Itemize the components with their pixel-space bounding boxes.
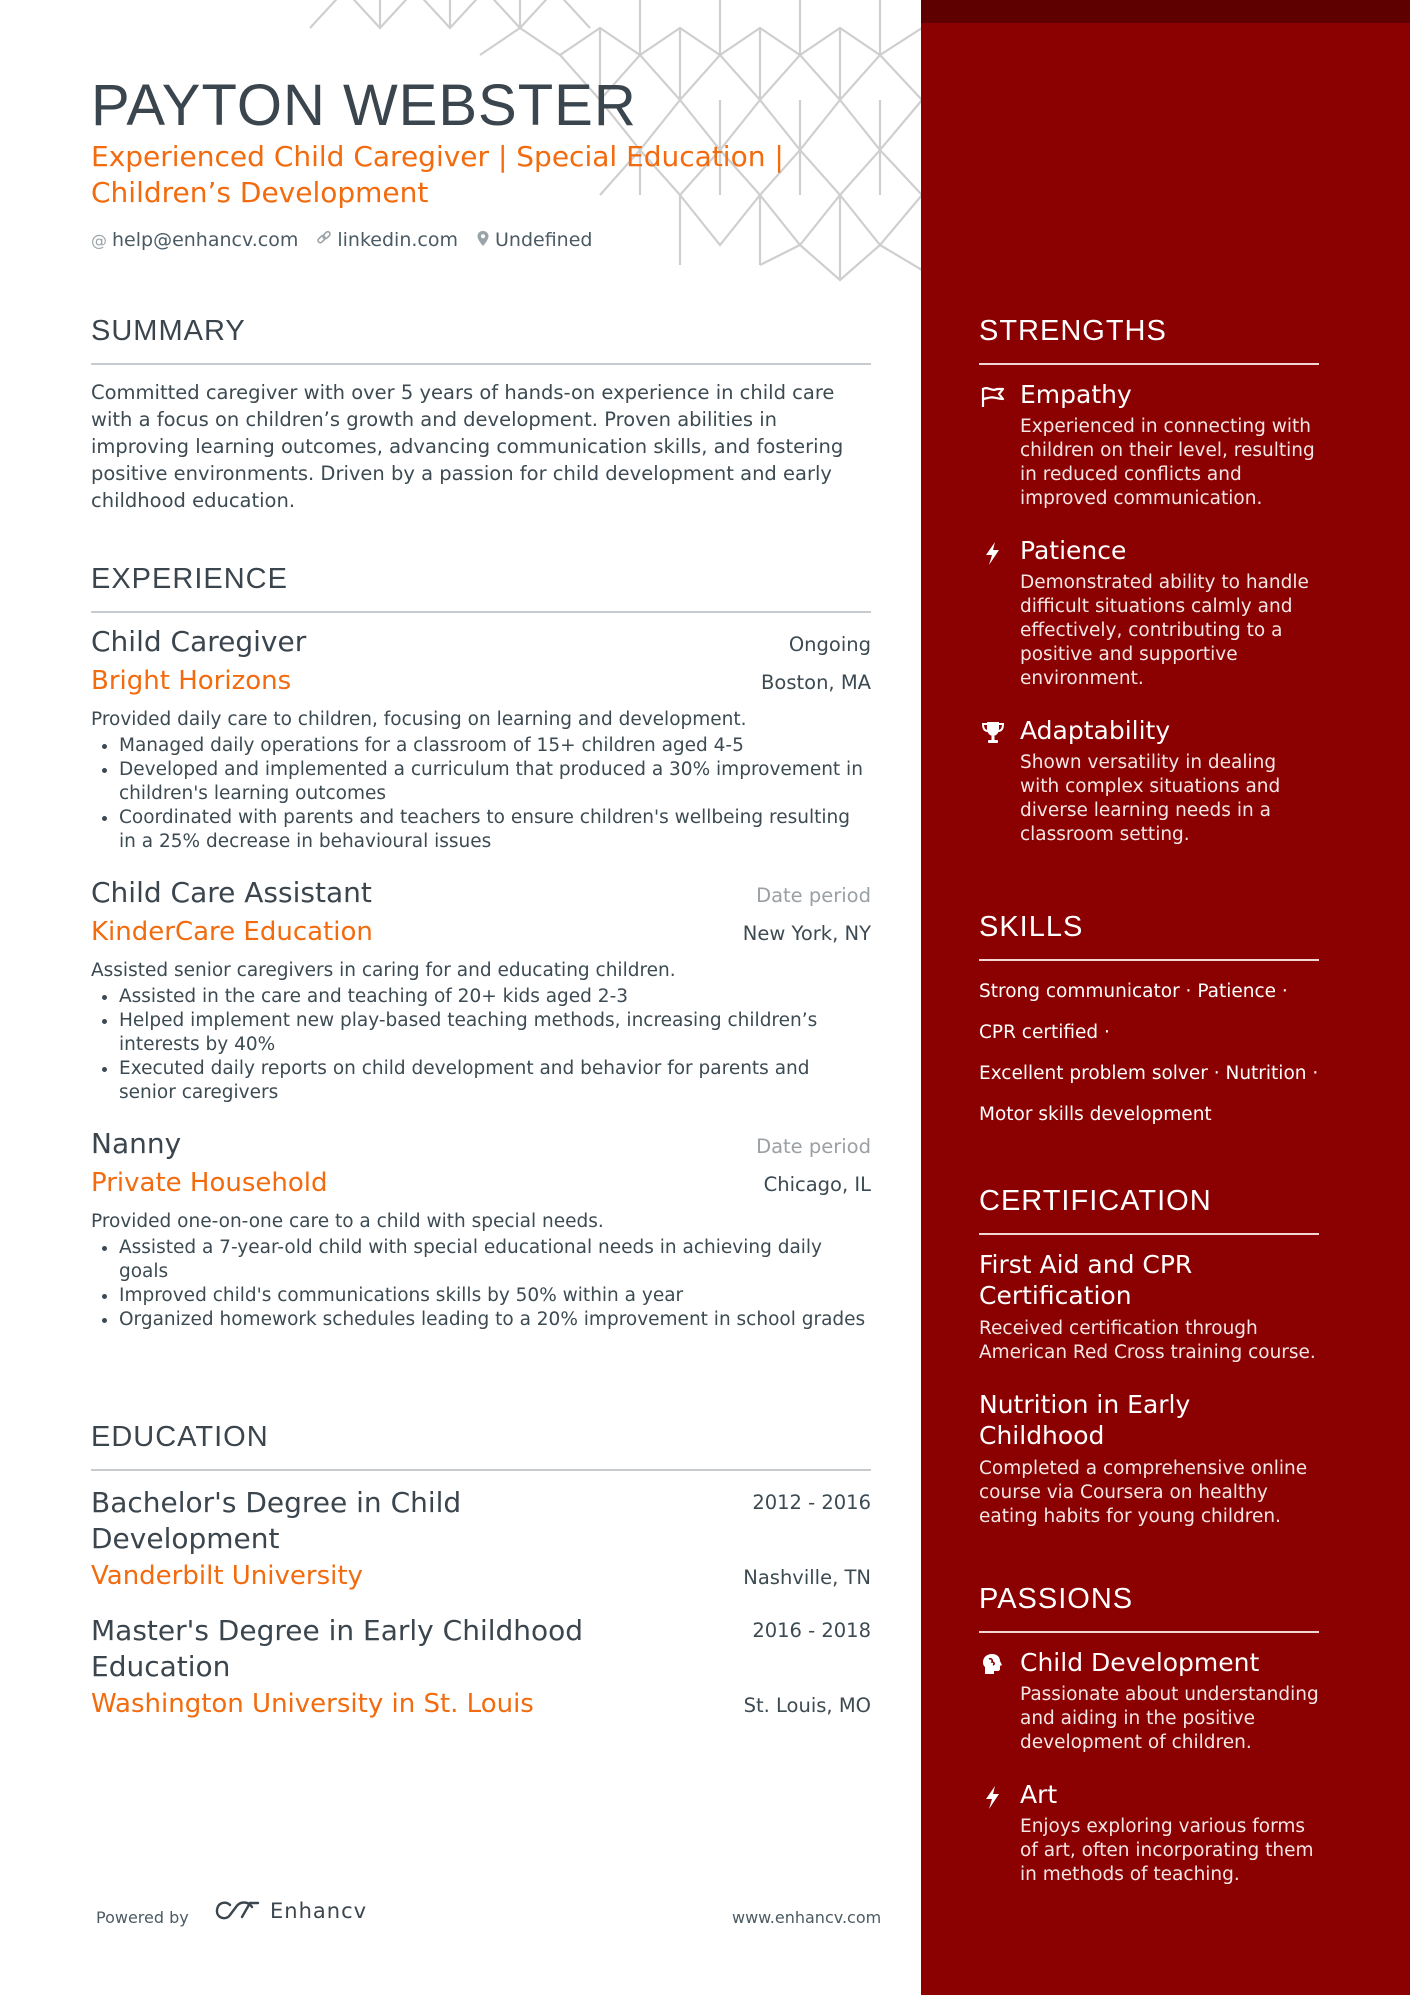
job-location: New York, NY [742, 922, 871, 945]
enhancv-logo[interactable] [214, 1899, 367, 1923]
certification-description: Completed a comprehensive online course via Coursera on healthy eating habits for young children. [979, 1458, 1308, 1527]
job-bullets [91, 1236, 871, 1332]
degree-name: Master's Degree in Early Childhood Education [91, 1614, 584, 1683]
skills-line: Motor skills development [979, 1104, 1212, 1125]
school-name: Vanderbilt University [91, 1561, 363, 1591]
passion-description: Enjoys exploring various forms of art, often incorporating them in methods of teaching. [1020, 1816, 1314, 1885]
contact-linkedin[interactable] [316, 229, 458, 251]
job-location: Boston, MA [761, 671, 871, 694]
skills-list [979, 971, 1319, 1135]
brain-icon [979, 1651, 1007, 1679]
contact-linkedin-text: linkedin.com [337, 229, 458, 251]
skills-line: CPR certified · [979, 1022, 1110, 1043]
skills-title: SKILLS [979, 911, 1084, 943]
contact-location [476, 229, 592, 251]
passion-item [979, 1647, 1319, 1755]
company-name: Bright Horizons [91, 666, 292, 696]
job-bullets [91, 985, 871, 1105]
passion-title: Child Development [1020, 1648, 1260, 1677]
certification-title: CERTIFICATION [979, 1185, 1212, 1217]
job-description: Assisted senior caregivers in caring for and educating children. [91, 960, 676, 981]
at-icon: @ [91, 230, 107, 250]
enhancv-logo-icon [214, 1899, 262, 1923]
school-location: Nashville, TN [743, 1566, 871, 1589]
job-description: Provided daily care to children, focusing on learning and development. [91, 709, 747, 730]
job-bullets [91, 734, 871, 854]
certification-item [979, 1249, 1319, 1365]
experience-entry [91, 625, 871, 854]
strengths-title: STRENGTHS [979, 315, 1167, 347]
passions-title: PASSIONS [979, 1583, 1134, 1615]
strength-item [979, 535, 1319, 691]
link-icon [316, 230, 332, 250]
experience-section [91, 563, 871, 1332]
candidate-name: PAYTON WEBSTER [91, 73, 637, 138]
summary-text: Committed caregiver with over 5 years of hands-on experience in child care with a focus on children’s growth and development. Proven abilities in improving learning outcomes, advancing communication skills, and fostering positive environments. Driven by a passion for child development and early childhood education. [91, 381, 844, 512]
summary-title: SUMMARY [91, 315, 246, 347]
experience-title: EXPERIENCE [91, 563, 288, 595]
lightning-icon [979, 539, 1007, 567]
contact-email[interactable] [91, 229, 298, 251]
strength-description: Demonstrated ability to handle difficult situations calmly and effectively, contributing to a positive and supportive environment. [1020, 572, 1309, 689]
section-divider [979, 959, 1319, 961]
education-entry [91, 1485, 871, 1591]
strength-title: Adaptability [1020, 716, 1171, 745]
strength-description: Shown versatility in dealing with complex situations and diverse learning needs in a classroom setting. [1020, 752, 1281, 845]
school-location: St. Louis, MO [743, 1694, 871, 1717]
job-bullet: • Assisted a 7-year-old child with special educational needs in achieving daily goals [119, 1236, 871, 1284]
education-title: EDUCATION [91, 1421, 269, 1453]
candidate-headline: Experienced Child Caregiver | Special Education | Children’s Development [91, 140, 784, 209]
lightning-icon [979, 1783, 1007, 1811]
certification-item [979, 1389, 1319, 1529]
flag-icon [979, 383, 1007, 411]
job-title: Child Caregiver [91, 625, 307, 658]
strength-title: Patience [1020, 536, 1127, 565]
location-icon [476, 230, 490, 251]
job-date: Date period [756, 884, 871, 907]
job-location: Chicago, IL [763, 1173, 871, 1196]
summary-section [91, 315, 871, 514]
job-description: Provided one-on-one care to a child with special needs. [91, 1211, 604, 1232]
contact-location-text: Undefined [495, 229, 593, 251]
footer-url-text: www.enhancv.com [732, 1908, 882, 1927]
degree-name: Bachelor's Degree in Child Development [91, 1486, 462, 1555]
section-divider [979, 1233, 1319, 1235]
certification-name: First Aid and CPR Certification [979, 1250, 1193, 1310]
school-name: Washington University in St. Louis [91, 1689, 534, 1719]
contact-info [91, 229, 592, 251]
job-title: Nanny [91, 1127, 182, 1160]
sidebar-top-band [921, 0, 1410, 23]
strength-item [979, 715, 1319, 847]
strengths-section [979, 315, 1319, 847]
section-divider [91, 363, 871, 365]
job-bullet: • Organized homework schedules leading to a 20% improvement in school grades [119, 1308, 871, 1332]
certification-section [979, 1185, 1319, 1529]
skills-line: Excellent problem solver · Nutrition · [979, 1063, 1319, 1084]
section-divider [979, 363, 1319, 365]
experience-entry [91, 876, 871, 1105]
job-bullet: • Assisted in the care and teaching of 20+ kids aged 2-3 [119, 985, 871, 1009]
strength-item [979, 379, 1319, 511]
section-divider [91, 1469, 871, 1471]
section-divider [91, 611, 871, 613]
footer-powered-by [96, 1908, 189, 1927]
company-name: Private Household [91, 1168, 328, 1198]
job-bullet: • Helped implement new play-based teaching methods, increasing children’s interests by 40% [119, 1009, 871, 1057]
enhancv-brand-text: Enhancv [270, 1899, 368, 1923]
education-entry [91, 1613, 871, 1719]
job-bullet: • Coordinated with parents and teachers to ensure children's wellbeing resulting in a 25% decrease in behavioural issues [119, 806, 871, 854]
strength-description: Experienced in connecting with children on their level, resulting in reduced conflicts and improved communication. [1020, 416, 1315, 509]
job-bullet: • Developed and implemented a curriculum that produced a 30% improvement in children's learning outcomes [119, 758, 871, 806]
job-bullet: • Managed daily operations for a classroom of 15+ children aged 4-5 [119, 734, 871, 758]
section-divider [979, 1631, 1319, 1633]
passion-title: Art [1020, 1780, 1058, 1809]
skills-line: Strong communicator · Patience · [979, 981, 1288, 1002]
skills-section [979, 911, 1319, 1135]
passion-item [979, 1779, 1319, 1887]
job-date: Ongoing [788, 633, 871, 656]
job-bullet: • Executed daily reports on child development and behavior for parents and senior caregivers [119, 1057, 871, 1105]
trophy-icon [979, 719, 1007, 747]
company-name: KinderCare Education [91, 917, 373, 947]
contact-email-text: help@enhancv.com [112, 229, 299, 251]
passions-section [979, 1583, 1319, 1887]
experience-entry [91, 1127, 871, 1332]
education-section [91, 1421, 871, 1719]
job-title: Child Care Assistant [91, 876, 372, 909]
job-bullet: • Improved child's communications skills by 50% within a year [119, 1284, 871, 1308]
powered-by-text: Powered by [96, 1908, 189, 1927]
footer-url[interactable] [732, 1908, 881, 1927]
passion-description: Passionate about understanding and aiding in the positive development of children. [1020, 1684, 1319, 1753]
job-date: Date period [756, 1135, 871, 1158]
certification-name: Nutrition in Early Childhood [979, 1390, 1191, 1450]
strength-title: Empathy [1020, 380, 1132, 409]
education-date: 2016 - 2018 [752, 1619, 871, 1642]
certification-description: Received certification through American Red Cross training course. [979, 1318, 1316, 1363]
education-date: 2012 - 2016 [752, 1491, 871, 1514]
